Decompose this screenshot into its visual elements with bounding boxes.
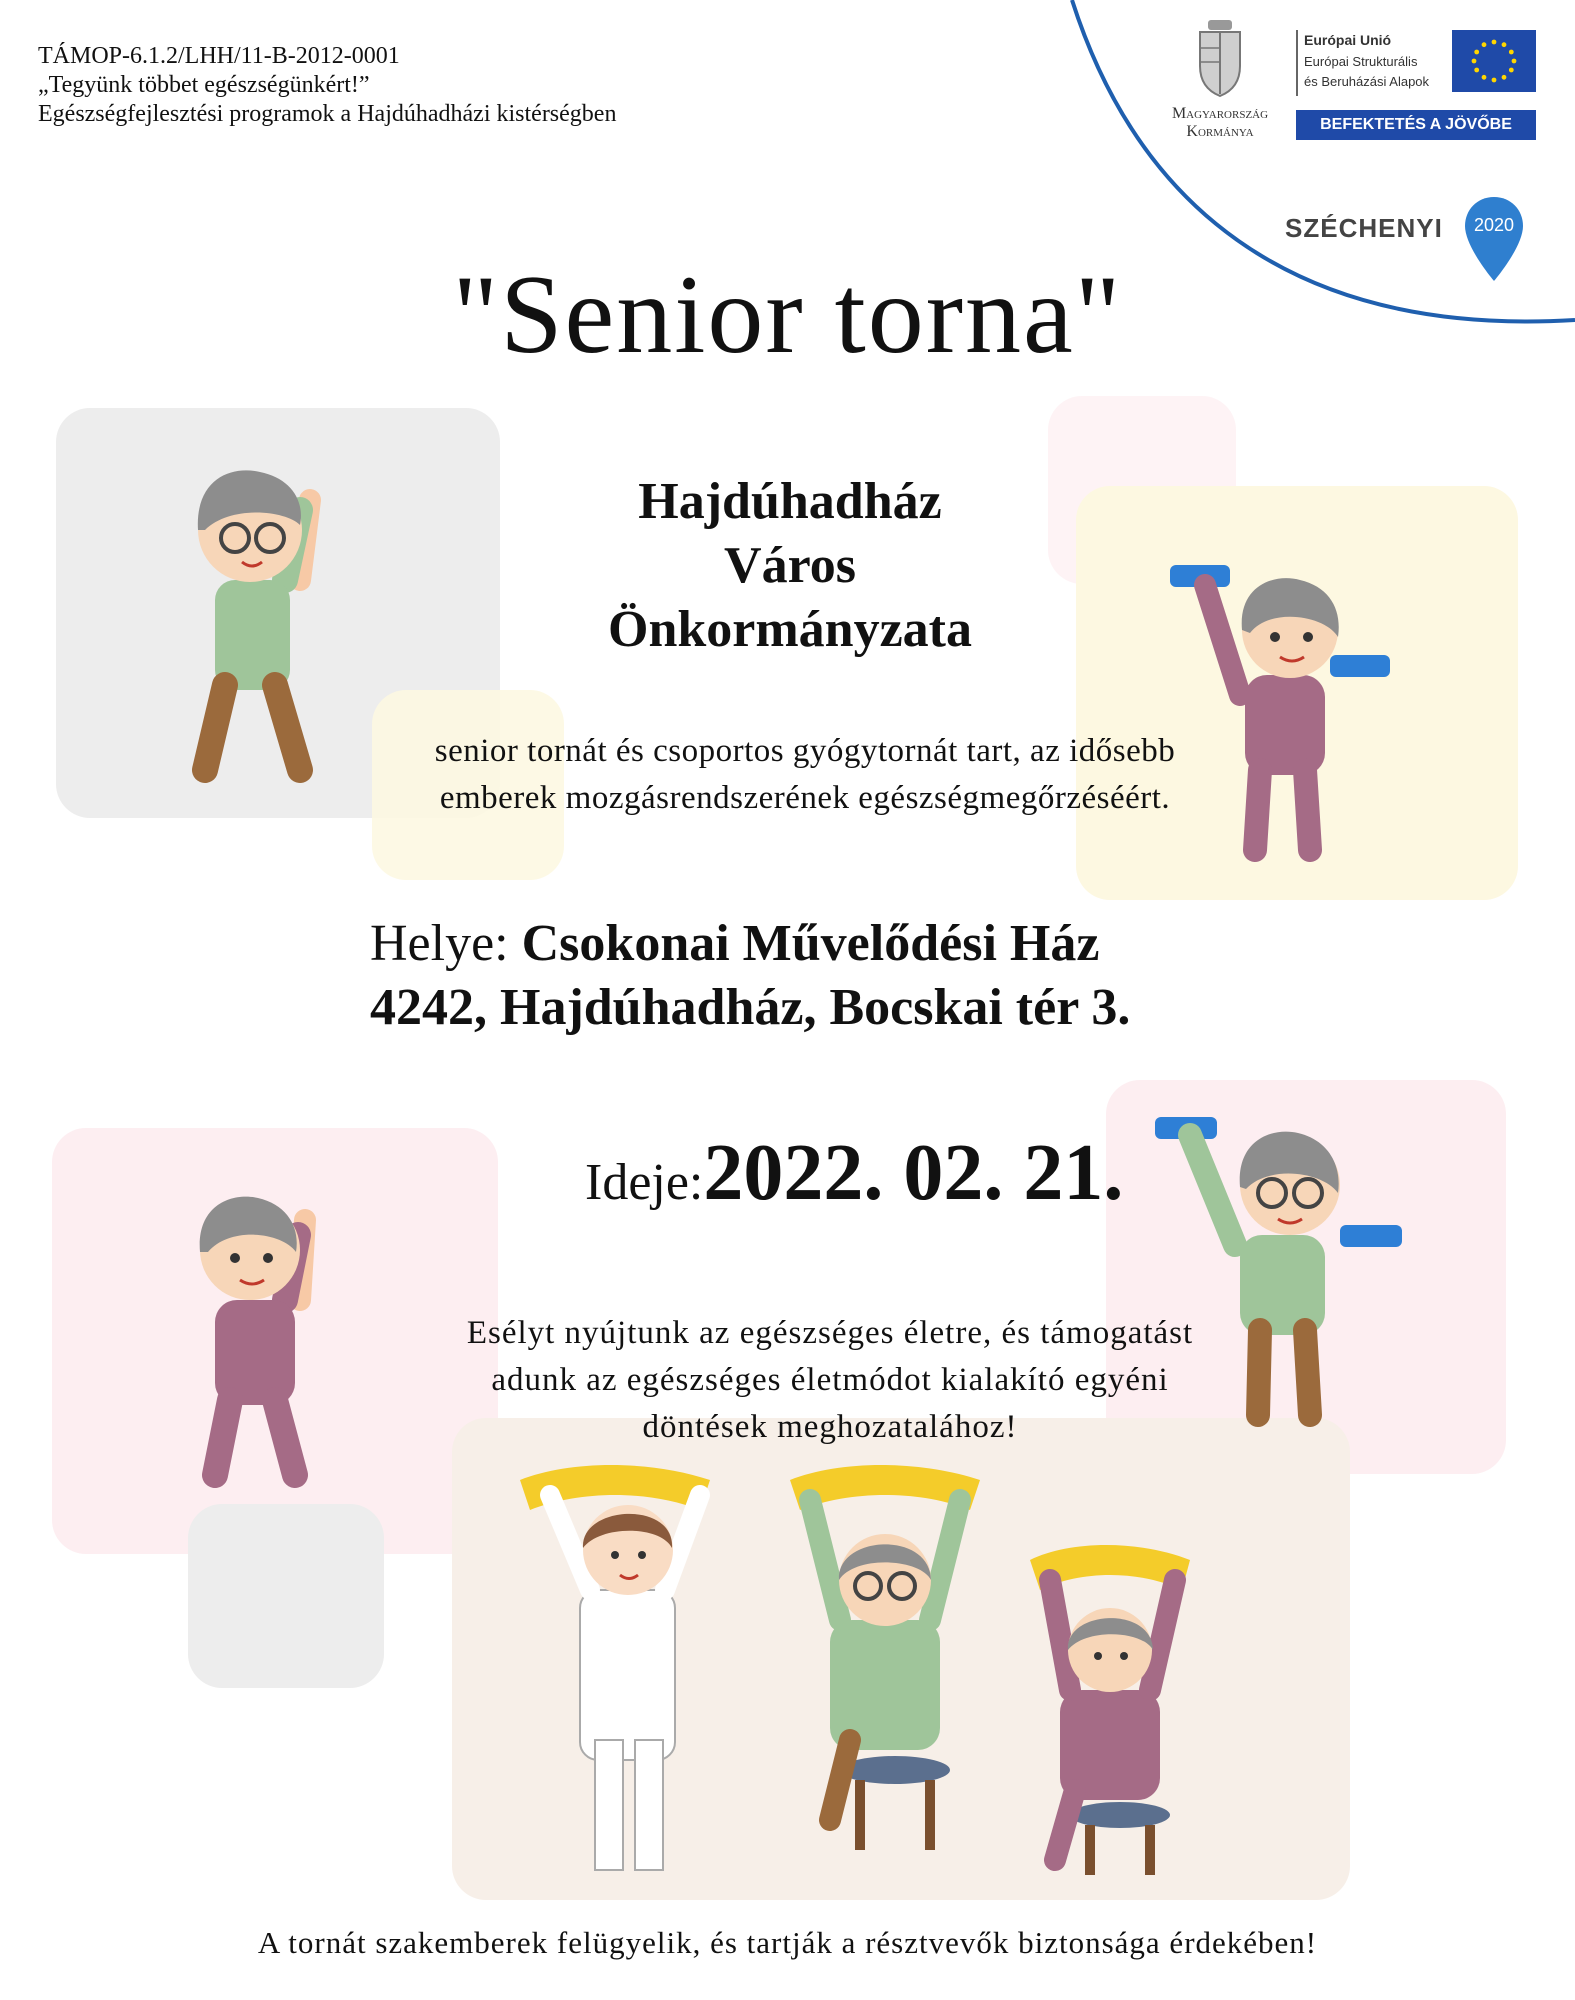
header-info	[38, 42, 616, 129]
organizer-line3: Önkormányzata	[608, 601, 972, 658]
eu-banner: BEFEKTETÉS A JÖVŐBE	[1296, 110, 1536, 140]
government-name-line2: Kormánya	[1186, 123, 1254, 140]
organizer-line1: Hajdúhadház	[638, 473, 942, 530]
message-line2: adunk az egészséges életmódot kialakító egyéni	[491, 1362, 1169, 1398]
tile-gray-bottom-left	[188, 1504, 384, 1688]
eu-funds-line2: és Beruházási Alapok	[1304, 74, 1430, 89]
eu-funds-line1: Európai Strukturális	[1304, 54, 1418, 69]
government-logo	[1150, 18, 1290, 148]
government-name-line1: Magyarország	[1171, 105, 1269, 122]
message-line3: döntések meghozatalához!	[642, 1409, 1018, 1445]
time-date: 2022. 02. 21.	[703, 1129, 1124, 1217]
poster-title: "Senior torna"	[452, 253, 1123, 377]
project-code: TÁMOP-6.1.2/LHH/11-B-2012-0001	[38, 43, 400, 69]
event-message	[380, 1310, 1280, 1451]
coat-of-arms-icon	[1150, 18, 1290, 100]
footer-note: A tornát szakemberek felügyelik, és tartják a résztvevők biztonsága érdekében!	[257, 1925, 1318, 1960]
group-exercise-illustration	[510, 1440, 1270, 1880]
location-label: Helye:	[370, 915, 522, 972]
senior-woman-stretching-illustration	[160, 1160, 360, 1490]
event-description	[330, 728, 1280, 822]
szechenyi-text: SZÉCHENYI	[1285, 213, 1443, 243]
eu-logo	[1296, 30, 1536, 142]
time-label: Ideje:	[585, 1154, 704, 1211]
description-line2: emberek mozgásrendszerének egészségmegőrzéséért.	[439, 780, 1171, 816]
location-address: 4242, Hajdúhadház, Bocskai tér 3.	[370, 979, 1131, 1036]
organizer-name	[500, 470, 1080, 662]
eu-flag-icon	[1452, 30, 1536, 92]
event-time	[585, 1128, 1123, 1219]
event-location	[370, 912, 1130, 1040]
eu-name: Európai Unió	[1304, 32, 1392, 48]
description-line1: senior tornát és csoportos gyógytornát tart, az idősebb	[434, 733, 1176, 769]
szechenyi-year: 2020	[1473, 215, 1515, 235]
project-program: Egészségfejlesztési programok a Hajdúhadházi kistérségben	[38, 101, 617, 127]
message-line1: Esélyt nyújtunk az egészséges életre, és támogatást	[466, 1315, 1194, 1351]
project-slogan: „Tegyünk többet egészségünkért!”	[38, 72, 370, 98]
location-venue: Csokonai Művelődési Ház	[521, 915, 1100, 972]
organizer-line2: Város	[724, 537, 856, 594]
